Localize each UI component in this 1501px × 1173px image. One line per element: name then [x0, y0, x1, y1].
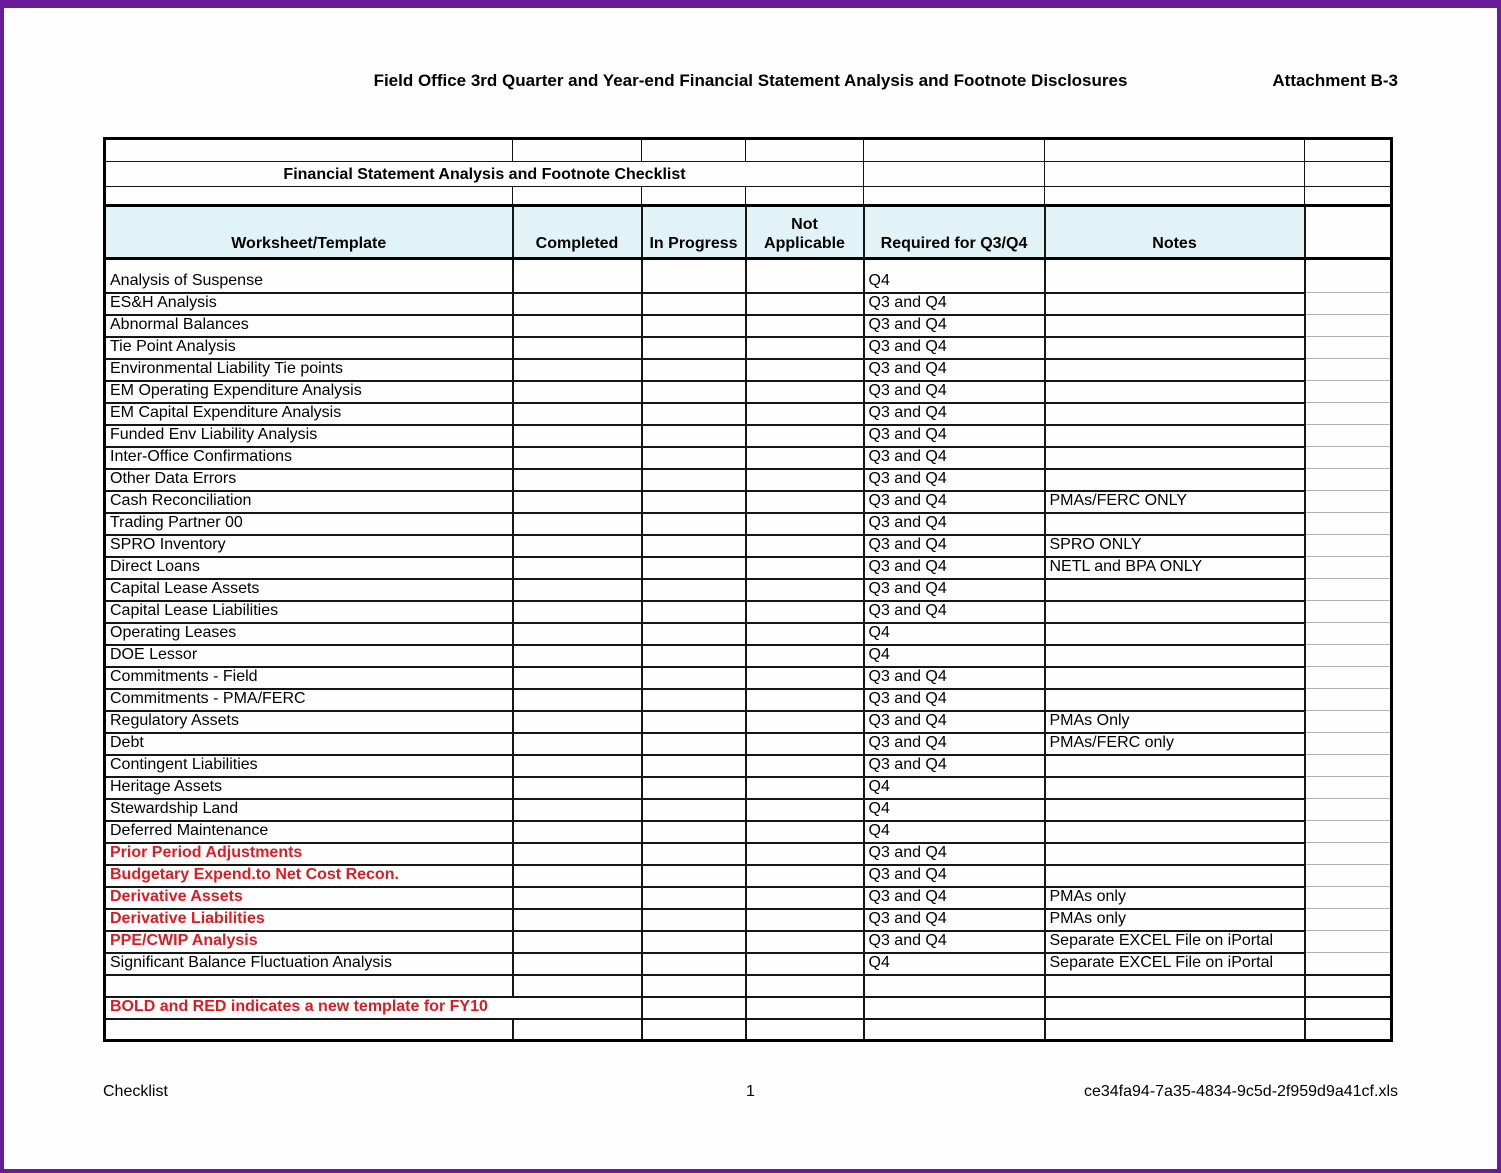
- cell-worksheet: Derivative Assets: [105, 887, 513, 909]
- cell-notes: [1045, 337, 1305, 359]
- table-row: [105, 601, 1392, 623]
- cell-in-progress: [642, 865, 746, 887]
- table-row: [105, 259, 1392, 293]
- cell-not-applicable: [746, 579, 864, 601]
- cell-completed: [513, 931, 642, 953]
- empty-row: [105, 975, 1392, 997]
- cell-required: Q4: [864, 799, 1045, 821]
- table-row: [105, 623, 1392, 645]
- cell-extra: [1305, 799, 1392, 821]
- table-row: [105, 953, 1392, 975]
- table-row: [105, 909, 1392, 931]
- table-row: [105, 667, 1392, 689]
- cell-extra: [1305, 337, 1392, 359]
- cell-completed: [513, 645, 642, 667]
- cell-notes: SPRO ONLY: [1045, 535, 1305, 557]
- cell-notes: [1045, 601, 1305, 623]
- cell-completed: [513, 469, 642, 491]
- cell-notes: PMAs only: [1045, 909, 1305, 931]
- cell-notes: [1045, 579, 1305, 601]
- cell-extra: [1305, 777, 1392, 799]
- checklist-table: [103, 137, 1393, 1042]
- cell-in-progress: [642, 755, 746, 777]
- cell-required: Q3 and Q4: [864, 667, 1045, 689]
- attachment-label: Attachment B-3: [1272, 71, 1398, 90]
- cell-extra: [1305, 623, 1392, 645]
- cell-required: Q3 and Q4: [864, 689, 1045, 711]
- table-row: [105, 645, 1392, 667]
- cell-notes: PMAs/FERC only: [1045, 733, 1305, 755]
- table-row: [105, 865, 1392, 887]
- cell-in-progress: [642, 931, 746, 953]
- cell-extra: [1305, 293, 1392, 315]
- cell-not-applicable: [746, 689, 864, 711]
- footer-sheet-name: Checklist: [103, 1083, 168, 1100]
- table-row: [105, 799, 1392, 821]
- cell-required: Q3 and Q4: [864, 579, 1045, 601]
- cell-in-progress: [642, 491, 746, 513]
- col-header-not-applicable: Not Applicable: [746, 206, 864, 259]
- cell-required: Q3 and Q4: [864, 425, 1045, 447]
- cell-not-applicable: [746, 403, 864, 425]
- cell-not-applicable: [746, 909, 864, 931]
- cell-completed: [513, 909, 642, 931]
- col-header-notes: Notes: [1045, 206, 1305, 259]
- cell-completed: [513, 491, 642, 513]
- cell-completed: [513, 887, 642, 909]
- cell-extra: [1305, 755, 1392, 777]
- cell-required: Q3 and Q4: [864, 513, 1045, 535]
- cell-required: Q4: [864, 645, 1045, 667]
- cell-completed: [513, 403, 642, 425]
- cell-worksheet: Derivative Liabilities: [105, 909, 513, 931]
- cell-not-applicable: [746, 259, 864, 293]
- cell-worksheet: Debt: [105, 733, 513, 755]
- cell-in-progress: [642, 689, 746, 711]
- cell-extra: [1305, 821, 1392, 843]
- footer-file-name: ce34fa94-7a35-4834-9c5d-2f959d9a41cf.xls: [1083, 1083, 1398, 1100]
- cell-not-applicable: [746, 821, 864, 843]
- cell-completed: [513, 711, 642, 733]
- cell-notes: [1045, 513, 1305, 535]
- cell-in-progress: [642, 315, 746, 337]
- cell-in-progress: [642, 447, 746, 469]
- cell-completed: [513, 843, 642, 865]
- cell-worksheet: Contingent Liabilities: [105, 755, 513, 777]
- cell-required: Q3 and Q4: [864, 711, 1045, 733]
- cell-completed: [513, 293, 642, 315]
- table-row: [105, 293, 1392, 315]
- cell-required: Q3 and Q4: [864, 865, 1045, 887]
- cell-completed: [513, 777, 642, 799]
- cell-not-applicable: [746, 535, 864, 557]
- cell-in-progress: [642, 821, 746, 843]
- report-title: Field Office 3rd Quarter and Year-end Financial Statement Analysis and Footnote Disclosures: [373, 71, 1128, 90]
- cell-extra: [1305, 259, 1392, 293]
- cell-extra: [1305, 403, 1392, 425]
- cell-required: Q3 and Q4: [864, 359, 1045, 381]
- page-number: 1: [746, 1083, 755, 1100]
- cell-notes: [1045, 667, 1305, 689]
- table-row: [105, 821, 1392, 843]
- table-row: [105, 381, 1392, 403]
- table-title: Financial Statement Analysis and Footnote Checklist: [105, 162, 864, 187]
- cell-extra: [1305, 865, 1392, 887]
- cell-notes: [1045, 259, 1305, 293]
- cell-completed: [513, 447, 642, 469]
- cell-notes: PMAs only: [1045, 887, 1305, 909]
- cell-not-applicable: [746, 865, 864, 887]
- cell-required: Q3 and Q4: [864, 491, 1045, 513]
- cell-extra: [1305, 733, 1392, 755]
- table-row: [105, 557, 1392, 579]
- cell-notes: [1045, 623, 1305, 645]
- cell-worksheet: Inter-Office Confirmations: [105, 447, 513, 469]
- table-row: [105, 777, 1392, 799]
- cell-required: Q3 and Q4: [864, 909, 1045, 931]
- table-row: [105, 755, 1392, 777]
- cell-in-progress: [642, 425, 746, 447]
- cell-worksheet: Trading Partner 00: [105, 513, 513, 535]
- cell-not-applicable: [746, 491, 864, 513]
- cell-extra: [1305, 601, 1392, 623]
- cell-not-applicable: [746, 645, 864, 667]
- cell-in-progress: [642, 293, 746, 315]
- cell-in-progress: [642, 359, 746, 381]
- cell-notes: [1045, 315, 1305, 337]
- cell-not-applicable: [746, 887, 864, 909]
- cell-not-applicable: [746, 315, 864, 337]
- cell-completed: [513, 667, 642, 689]
- cell-completed: [513, 755, 642, 777]
- cell-completed: [513, 425, 642, 447]
- cell-notes: [1045, 447, 1305, 469]
- cell-completed: [513, 337, 642, 359]
- legend-text: BOLD and RED indicates a new template for FY10: [105, 997, 513, 1019]
- cell-worksheet: Operating Leases: [105, 623, 513, 645]
- cell-required: Q3 and Q4: [864, 337, 1045, 359]
- cell-required: Q3 and Q4: [864, 733, 1045, 755]
- table-row: [105, 359, 1392, 381]
- cell-extra: [1305, 447, 1392, 469]
- cell-notes: PMAs/FERC ONLY: [1045, 491, 1305, 513]
- cell-required: Q3 and Q4: [864, 931, 1045, 953]
- cell-worksheet: Commitments - PMA/FERC: [105, 689, 513, 711]
- cell-in-progress: [642, 667, 746, 689]
- cell-required: Q3 and Q4: [864, 403, 1045, 425]
- cell-required: Q4: [864, 259, 1045, 293]
- cell-worksheet: Abnormal Balances: [105, 315, 513, 337]
- column-header-row: [105, 206, 1392, 259]
- cell-worksheet: Deferred Maintenance: [105, 821, 513, 843]
- cell-worksheet: DOE Lessor: [105, 645, 513, 667]
- cell-extra: [1305, 557, 1392, 579]
- cell-notes: NETL and BPA ONLY: [1045, 557, 1305, 579]
- cell-notes: [1045, 865, 1305, 887]
- cell-notes: [1045, 755, 1305, 777]
- cell-required: Q3 and Q4: [864, 315, 1045, 337]
- cell-not-applicable: [746, 359, 864, 381]
- table-row: [105, 711, 1392, 733]
- cell-not-applicable: [746, 337, 864, 359]
- cell-worksheet: PPE/CWIP Analysis: [105, 931, 513, 953]
- table-row: [105, 689, 1392, 711]
- cell-notes: PMAs Only: [1045, 711, 1305, 733]
- cell-notes: [1045, 293, 1305, 315]
- cell-notes: [1045, 821, 1305, 843]
- cell-in-progress: [642, 887, 746, 909]
- cell-in-progress: [642, 711, 746, 733]
- cell-not-applicable: [746, 293, 864, 315]
- table-row: [105, 931, 1392, 953]
- cell-required: Q4: [864, 777, 1045, 799]
- cell-required: Q3 and Q4: [864, 843, 1045, 865]
- empty-row: [105, 139, 1392, 162]
- cell-extra: [1305, 535, 1392, 557]
- cell-in-progress: [642, 513, 746, 535]
- legend-row: [105, 997, 1392, 1019]
- col-header-worksheet: Worksheet/Template: [105, 206, 513, 259]
- cell-extra: [1305, 315, 1392, 337]
- cell-in-progress: [642, 381, 746, 403]
- cell-required: Q3 and Q4: [864, 557, 1045, 579]
- cell-worksheet: SPRO Inventory: [105, 535, 513, 557]
- table-row: [105, 579, 1392, 601]
- cell-completed: [513, 579, 642, 601]
- col-header-required: Required for Q3/Q4: [864, 206, 1045, 259]
- table-title-row: [105, 162, 1392, 187]
- cell-not-applicable: [746, 733, 864, 755]
- cell-extra: [1305, 689, 1392, 711]
- cell-notes: [1045, 425, 1305, 447]
- cell-in-progress: [642, 403, 746, 425]
- cell-not-applicable: [746, 447, 864, 469]
- cell-completed: [513, 513, 642, 535]
- cell-worksheet: Funded Env Liability Analysis: [105, 425, 513, 447]
- cell-notes: Separate EXCEL File on iPortal: [1045, 931, 1305, 953]
- cell-extra: [1305, 359, 1392, 381]
- cell-in-progress: [642, 777, 746, 799]
- cell-in-progress: [642, 557, 746, 579]
- cell-extra: [1305, 645, 1392, 667]
- cell-extra: [1305, 491, 1392, 513]
- cell-not-applicable: [746, 953, 864, 975]
- cell-not-applicable: [746, 755, 864, 777]
- cell-extra: [1305, 711, 1392, 733]
- cell-extra: [1305, 953, 1392, 975]
- checklist-body: [105, 139, 1392, 1041]
- cell-extra: [1305, 579, 1392, 601]
- cell-required: Q3 and Q4: [864, 755, 1045, 777]
- cell-required: Q4: [864, 953, 1045, 975]
- cell-worksheet: Significant Balance Fluctuation Analysis: [105, 953, 513, 975]
- cell-not-applicable: [746, 711, 864, 733]
- cell-worksheet: Budgetary Expend.to Net Cost Recon.: [105, 865, 513, 887]
- cell-completed: [513, 689, 642, 711]
- cell-notes: [1045, 843, 1305, 865]
- cell-in-progress: [642, 337, 746, 359]
- cell-worksheet: Analysis of Suspense: [105, 259, 513, 293]
- cell-required: Q4: [864, 623, 1045, 645]
- cell-extra: [1305, 843, 1392, 865]
- cell-in-progress: [642, 843, 746, 865]
- cell-extra: [1305, 381, 1392, 403]
- cell-worksheet: Capital Lease Assets: [105, 579, 513, 601]
- table-row: [105, 403, 1392, 425]
- cell-worksheet: ES&H Analysis: [105, 293, 513, 315]
- cell-in-progress: [642, 799, 746, 821]
- cell-completed: [513, 601, 642, 623]
- cell-extra: [1305, 513, 1392, 535]
- table-row: [105, 535, 1392, 557]
- cell-worksheet: EM Operating Expenditure Analysis: [105, 381, 513, 403]
- cell-extra: [1305, 887, 1392, 909]
- cell-notes: [1045, 381, 1305, 403]
- cell-not-applicable: [746, 425, 864, 447]
- cell-required: Q3 and Q4: [864, 601, 1045, 623]
- cell-required: Q3 and Q4: [864, 535, 1045, 557]
- cell-extra: [1305, 667, 1392, 689]
- empty-row: [105, 187, 1392, 206]
- cell-required: Q3 and Q4: [864, 469, 1045, 491]
- table-row: [105, 337, 1392, 359]
- table-row: [105, 491, 1392, 513]
- cell-worksheet: Direct Loans: [105, 557, 513, 579]
- empty-row: [105, 1019, 1392, 1041]
- cell-in-progress: [642, 259, 746, 293]
- cell-notes: [1045, 403, 1305, 425]
- col-header-extra: [1305, 206, 1392, 259]
- cell-worksheet: Environmental Liability Tie points: [105, 359, 513, 381]
- cell-in-progress: [642, 601, 746, 623]
- cell-completed: [513, 381, 642, 403]
- cell-worksheet: Prior Period Adjustments: [105, 843, 513, 865]
- table-row: [105, 733, 1392, 755]
- cell-worksheet: Commitments - Field: [105, 667, 513, 689]
- cell-in-progress: [642, 579, 746, 601]
- cell-worksheet: EM Capital Expenditure Analysis: [105, 403, 513, 425]
- cell-required: Q3 and Q4: [864, 447, 1045, 469]
- cell-in-progress: [642, 535, 746, 557]
- cell-in-progress: [642, 733, 746, 755]
- cell-not-applicable: [746, 381, 864, 403]
- cell-not-applicable: [746, 777, 864, 799]
- cell-worksheet: Heritage Assets: [105, 777, 513, 799]
- cell-required: Q3 and Q4: [864, 381, 1045, 403]
- table-row: [105, 887, 1392, 909]
- cell-extra: [1305, 425, 1392, 447]
- cell-notes: [1045, 645, 1305, 667]
- cell-completed: [513, 315, 642, 337]
- cell-not-applicable: [746, 931, 864, 953]
- cell-completed: [513, 259, 642, 293]
- cell-extra: [1305, 469, 1392, 491]
- cell-extra: [1305, 931, 1392, 953]
- cell-completed: [513, 865, 642, 887]
- cell-not-applicable: [746, 513, 864, 535]
- table-row: [105, 315, 1392, 337]
- table-row: [105, 469, 1392, 491]
- cell-completed: [513, 821, 642, 843]
- table-row: [105, 447, 1392, 469]
- col-header-completed: Completed: [513, 206, 642, 259]
- cell-worksheet: Tie Point Analysis: [105, 337, 513, 359]
- cell-notes: [1045, 469, 1305, 491]
- table-row: [105, 843, 1392, 865]
- cell-not-applicable: [746, 557, 864, 579]
- cell-worksheet: Other Data Errors: [105, 469, 513, 491]
- cell-not-applicable: [746, 799, 864, 821]
- cell-worksheet: Cash Reconciliation: [105, 491, 513, 513]
- cell-not-applicable: [746, 843, 864, 865]
- cell-notes: [1045, 799, 1305, 821]
- cell-in-progress: [642, 953, 746, 975]
- cell-notes: [1045, 689, 1305, 711]
- cell-extra: [1305, 909, 1392, 931]
- cell-in-progress: [642, 909, 746, 931]
- cell-notes: Separate EXCEL File on iPortal: [1045, 953, 1305, 975]
- cell-in-progress: [642, 469, 746, 491]
- cell-completed: [513, 359, 642, 381]
- cell-not-applicable: [746, 623, 864, 645]
- cell-completed: [513, 953, 642, 975]
- cell-in-progress: [642, 623, 746, 645]
- cell-required: Q4: [864, 821, 1045, 843]
- cell-not-applicable: [746, 667, 864, 689]
- cell-completed: [513, 535, 642, 557]
- cell-completed: [513, 557, 642, 579]
- cell-not-applicable: [746, 601, 864, 623]
- cell-required: Q3 and Q4: [864, 293, 1045, 315]
- cell-not-applicable: [746, 469, 864, 491]
- col-header-in-progress: In Progress: [642, 206, 746, 259]
- cell-worksheet: Regulatory Assets: [105, 711, 513, 733]
- cell-notes: [1045, 359, 1305, 381]
- cell-required: Q3 and Q4: [864, 887, 1045, 909]
- cell-completed: [513, 799, 642, 821]
- cell-notes: [1045, 777, 1305, 799]
- table-row: [105, 513, 1392, 535]
- table-row: [105, 425, 1392, 447]
- cell-in-progress: [642, 645, 746, 667]
- cell-worksheet: Stewardship Land: [105, 799, 513, 821]
- cell-worksheet: Capital Lease Liabilities: [105, 601, 513, 623]
- cell-completed: [513, 733, 642, 755]
- cell-completed: [513, 623, 642, 645]
